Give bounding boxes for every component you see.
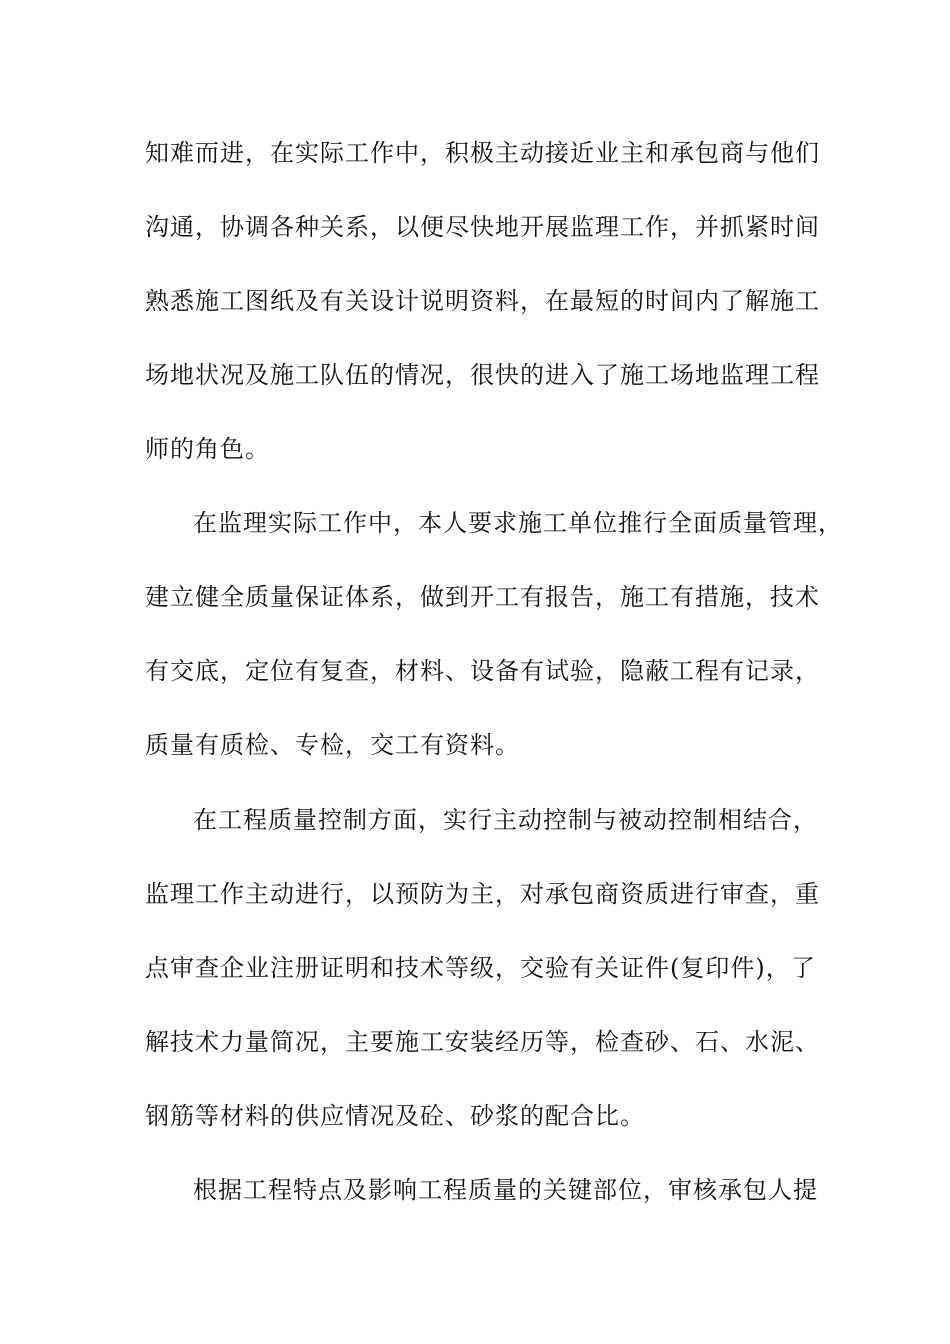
paragraph-line: 钢筋等材料的供应情况及砼、砂浆的配合比。 bbox=[145, 1102, 645, 1130]
paragraph-line: 在工程质量控制方面，实行主动控制与被动控制相结合， bbox=[193, 806, 818, 834]
paragraph-line: 师的角色。 bbox=[145, 435, 270, 463]
paragraph-line: 沟通，协调各种关系，以便尽快地开展监理工作，并抓紧时间 bbox=[145, 213, 820, 241]
paragraph-line: 有交底，定位有复查，材料、设备有试验，隐蔽工程有记录， bbox=[145, 657, 820, 685]
paragraph-line: 解技术力量简况，主要施工安装经历等，检查砂、石、水泥、 bbox=[145, 1028, 820, 1056]
paragraph-line: 质量有质检、专检，交工有资料。 bbox=[145, 731, 520, 759]
paragraph-line: 根据工程特点及影响工程质量的关键部位，审核承包人提 bbox=[193, 1176, 818, 1204]
paragraph-line: 在监理实际工作中，本人要求施工单位推行全面质量管理， bbox=[193, 509, 843, 537]
paragraph-line: 建立健全质量保证体系，做到开工有报告，施工有措施，技术 bbox=[145, 583, 820, 611]
paragraph-line: 场地状况及施工队伍的情况，很快的进入了施工场地监理工程 bbox=[145, 361, 820, 389]
paragraph-line: 知难而进，在实际工作中，积极主动接近业主和承包商与他们 bbox=[145, 139, 820, 167]
paragraph-line: 点审查企业注册证明和技术等级，交验有关证件(复印件)，了 bbox=[145, 954, 816, 982]
paragraph-line: 监理工作主动进行，以预防为主，对承包商资质进行审查，重 bbox=[145, 880, 820, 908]
paragraph-line: 熟悉施工图纸及有关设计说明资料，在最短的时间内了解施工 bbox=[145, 287, 820, 315]
